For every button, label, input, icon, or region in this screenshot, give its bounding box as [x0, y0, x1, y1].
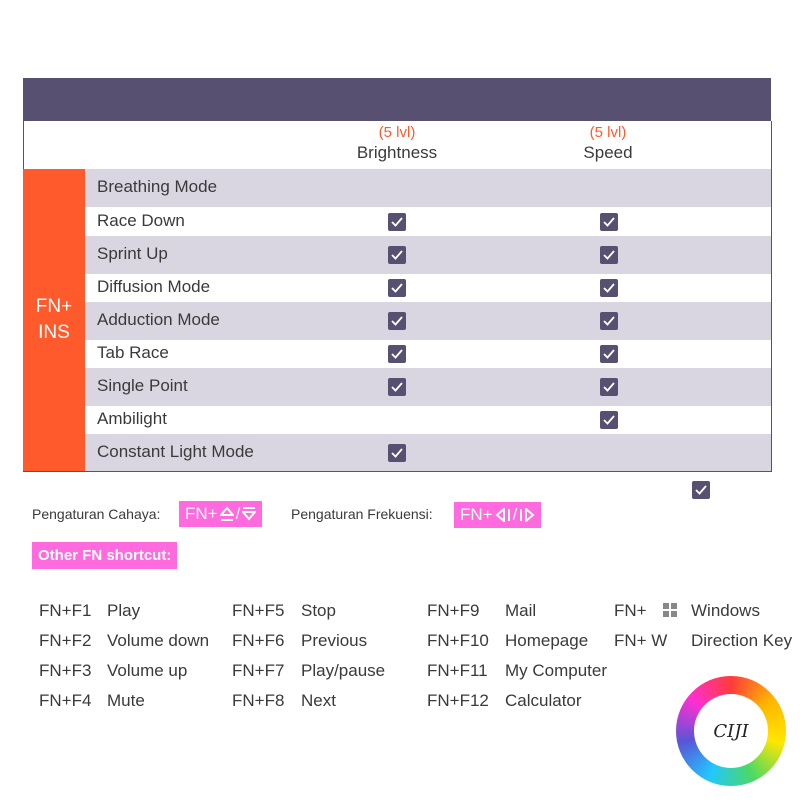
- brightness-checkbox[interactable]: [388, 444, 406, 462]
- table-row: [85, 368, 771, 406]
- fn-ins-line1: FN+: [35, 296, 73, 317]
- brightness-checkbox[interactable]: [388, 345, 406, 363]
- shortcut-key-text: FN+F10: [427, 631, 489, 650]
- table-header-bar: [23, 78, 771, 121]
- arrow-up-icon: [220, 506, 234, 522]
- light-combo-badge: [179, 501, 262, 527]
- mode-label: Breathing Mode: [97, 177, 218, 196]
- freq-combo-sep: /: [512, 505, 518, 524]
- brightness-level: (5 lvl): [378, 124, 416, 141]
- freq-setting-label: Pengaturan Frekuensi:: [291, 506, 433, 522]
- shortcut-action: Mute: [107, 691, 145, 710]
- speed-checkbox[interactable]: [600, 279, 618, 297]
- shortcut-key: [39, 661, 91, 681]
- fn-ins-line2: INS: [38, 322, 70, 343]
- shortcut-key-text: FN+ W: [614, 631, 668, 650]
- brightness-checkbox[interactable]: [388, 378, 406, 396]
- light-combo-sep: /: [235, 504, 241, 523]
- shortcut-action: My Computer: [505, 661, 608, 680]
- shortcut-action: Homepage: [505, 631, 589, 650]
- light-combo-prefix: FN+: [185, 504, 218, 523]
- shortcut-action: Volume down: [107, 631, 210, 650]
- shortcut-key-text: FN+F8: [232, 691, 285, 710]
- shortcut-key: [39, 691, 91, 711]
- shortcut-key: [427, 631, 489, 651]
- ciji-logo: [676, 676, 786, 786]
- mode-label: Diffusion Mode: [97, 277, 211, 296]
- mode-label: Adduction Mode: [97, 310, 220, 329]
- shortcut-key: [427, 691, 489, 711]
- other-shortcut-title: Other FN shortcut:: [32, 542, 177, 569]
- mode-label: Tab Race: [97, 343, 169, 362]
- shortcut-key-text: FN+F12: [427, 691, 489, 710]
- table-row: [85, 169, 771, 207]
- freq-combo-badge: [454, 502, 541, 528]
- shortcut-action: Volume up: [107, 661, 188, 680]
- brightness-title: Brightness: [356, 143, 438, 162]
- shortcut-key-text: FN+F11: [427, 661, 488, 680]
- shortcut-action: Play: [107, 601, 141, 620]
- shortcut-key-text: FN+F7: [232, 661, 285, 680]
- table-row: [85, 207, 771, 236]
- shortcut-action: Previous: [301, 631, 368, 650]
- shortcut-key: [232, 661, 284, 681]
- shortcut-action: Calculator: [505, 691, 582, 710]
- stray-checkbox[interactable]: [692, 481, 710, 499]
- speed-checkbox[interactable]: [600, 246, 618, 264]
- ciji-logo-text: CIJI: [694, 694, 768, 768]
- table-row: [85, 302, 771, 340]
- table-row: [85, 236, 771, 274]
- brightness-column-header: [317, 124, 477, 164]
- shortcut-action: Windows: [691, 601, 760, 620]
- speed-checkbox[interactable]: [600, 312, 618, 330]
- brightness-checkbox[interactable]: [388, 279, 406, 297]
- mode-label: Sprint Up: [97, 244, 168, 263]
- shortcut-action: Direction Key: [691, 631, 793, 650]
- arrow-left-icon: [495, 508, 511, 522]
- speed-title: Speed: [583, 143, 633, 162]
- brightness-checkbox[interactable]: [388, 213, 406, 231]
- shortcut-key: [427, 601, 479, 621]
- mode-label: Ambilight: [97, 409, 167, 428]
- light-setting-label: Pengaturan Cahaya:: [32, 506, 161, 522]
- shortcut-action: Mail: [505, 601, 537, 620]
- shortcut-action: Stop: [301, 601, 336, 620]
- speed-column-header: [528, 124, 688, 164]
- shortcut-key-text: FN+F1: [39, 601, 92, 620]
- shortcut-key: [39, 601, 91, 621]
- arrow-right-icon: [519, 508, 535, 522]
- shortcut-key: [614, 631, 667, 651]
- shortcut-action: Play/pause: [301, 661, 386, 680]
- brightness-checkbox[interactable]: [388, 246, 406, 264]
- shortcut-key-text: FN+F3: [39, 661, 92, 680]
- shortcut-key-text: FN+F2: [39, 631, 92, 650]
- freq-combo-prefix: FN+: [460, 505, 493, 524]
- windows-icon: [663, 602, 677, 622]
- shortcut-key: [39, 631, 91, 651]
- shortcut-key-text: FN+F5: [232, 601, 285, 620]
- shortcut-action: Next: [301, 691, 336, 710]
- shortcut-key-text: FN+F4: [39, 691, 92, 710]
- shortcut-key: [232, 601, 284, 621]
- speed-level: (5 lvl): [589, 124, 627, 141]
- shortcut-key: [614, 601, 677, 622]
- shortcut-key: [232, 631, 284, 651]
- shortcut-key-text: FN+F6: [232, 631, 285, 650]
- table-row: [85, 434, 771, 471]
- mode-label: Single Point: [97, 376, 188, 395]
- speed-checkbox[interactable]: [600, 213, 618, 231]
- brightness-checkbox[interactable]: [388, 312, 406, 330]
- table-row: [85, 274, 771, 302]
- speed-checkbox[interactable]: [600, 345, 618, 363]
- fn-ins-label: [23, 169, 85, 471]
- shortcut-key: [232, 691, 284, 711]
- table-row: [85, 340, 771, 368]
- shortcut-key: [427, 661, 488, 681]
- mode-label: Race Down: [97, 211, 185, 230]
- arrow-down-icon: [242, 506, 256, 522]
- mode-label: Constant Light Mode: [97, 442, 254, 461]
- speed-checkbox[interactable]: [600, 378, 618, 396]
- shortcut-key-text: FN+: [614, 601, 647, 620]
- table-row: [85, 406, 771, 434]
- shortcut-key-text: FN+F9: [427, 601, 480, 620]
- speed-checkbox[interactable]: [600, 411, 618, 429]
